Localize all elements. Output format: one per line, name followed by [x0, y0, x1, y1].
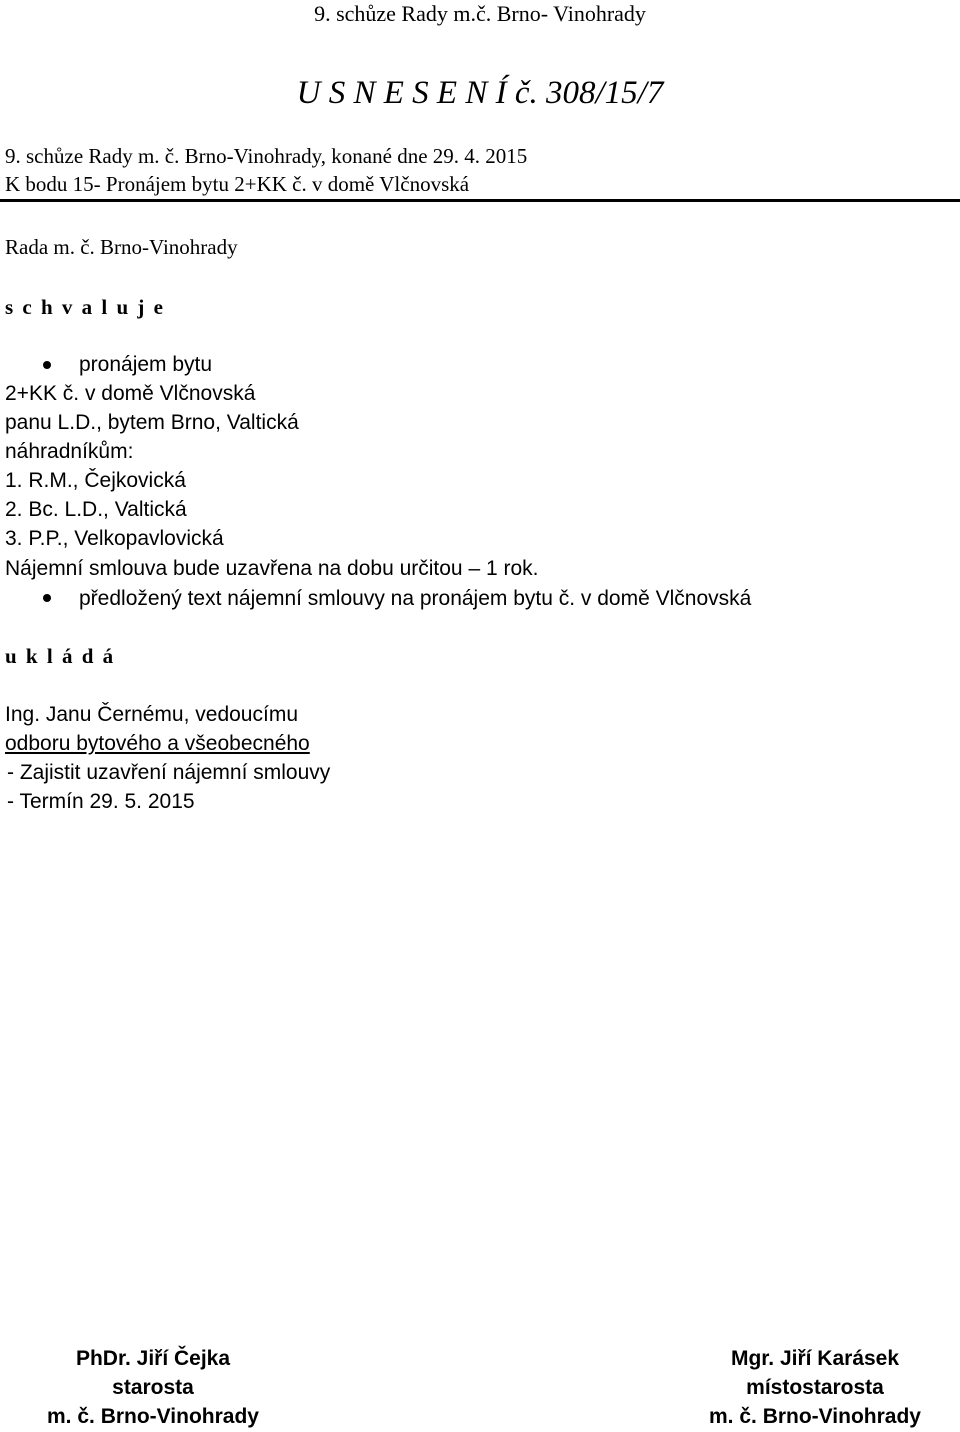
substitute-item-2: 2. Bc. L.D., Valtická [5, 498, 187, 521]
header-divider [0, 199, 960, 202]
resolution-title: U S N E S E N Í č. 308/15/7 [296, 75, 664, 111]
orders-heading: u k l á d á [5, 644, 116, 668]
task-item-1: - Zajistit uzavření nájemní smlouvy [7, 761, 331, 784]
substitute-item-3: 3. P.P., Velkopavlovická [5, 527, 224, 550]
bullet-icon [43, 361, 51, 369]
substitutes-label: náhradníkům: [5, 440, 134, 463]
task-item-2: - Termín 29. 5. 2015 [7, 790, 195, 813]
signature-right-org: m. č. Brno-Vinohrady [709, 1405, 921, 1428]
signature-left-role: starosta [112, 1376, 194, 1399]
approve-item-1: pronájem bytu [79, 353, 213, 376]
signature-left-name: PhDr. Jiří Čejka [75, 1347, 231, 1370]
approve-item-2: předložený text nájemní smlouvy na pronájem bytu č. v domě Vlčnovská [79, 587, 752, 610]
substitute-item-1: 1. R.M., Čejkovická [5, 469, 186, 492]
approves-heading: s c h v a l u j e [5, 295, 165, 319]
council-name: Rada m. č. Brno-Vinohrady [5, 235, 238, 259]
tenant-line: panu L.D., bytem Brno, Valtická [5, 411, 299, 434]
running-header: 9. schůze Rady m.č. Brno- Vinohrady [314, 1, 646, 26]
signature-left-org: m. č. Brno-Vinohrady [47, 1405, 259, 1428]
assignee-department: odboru bytového a všeobecného [5, 732, 310, 755]
bullet-icon [43, 594, 51, 602]
lease-term: Nájemní smlouva bude uzavřena na dobu určitou – 1 rok. [5, 557, 539, 580]
agenda-item: K bodu 15- Pronájem bytu 2+KK č. v domě Vlčnovská [5, 172, 470, 196]
apartment-line: 2+KK č. v domě Vlčnovská [5, 382, 256, 405]
assignee-name: Ing. Janu Černému, vedoucímu [5, 703, 298, 726]
signature-right-role: místostarosta [746, 1376, 884, 1399]
meeting-line: 9. schůze Rady m. č. Brno-Vinohrady, konané dne 29. 4. 2015 [5, 144, 528, 168]
signature-right-name: Mgr. Jiří Karásek [730, 1347, 900, 1370]
